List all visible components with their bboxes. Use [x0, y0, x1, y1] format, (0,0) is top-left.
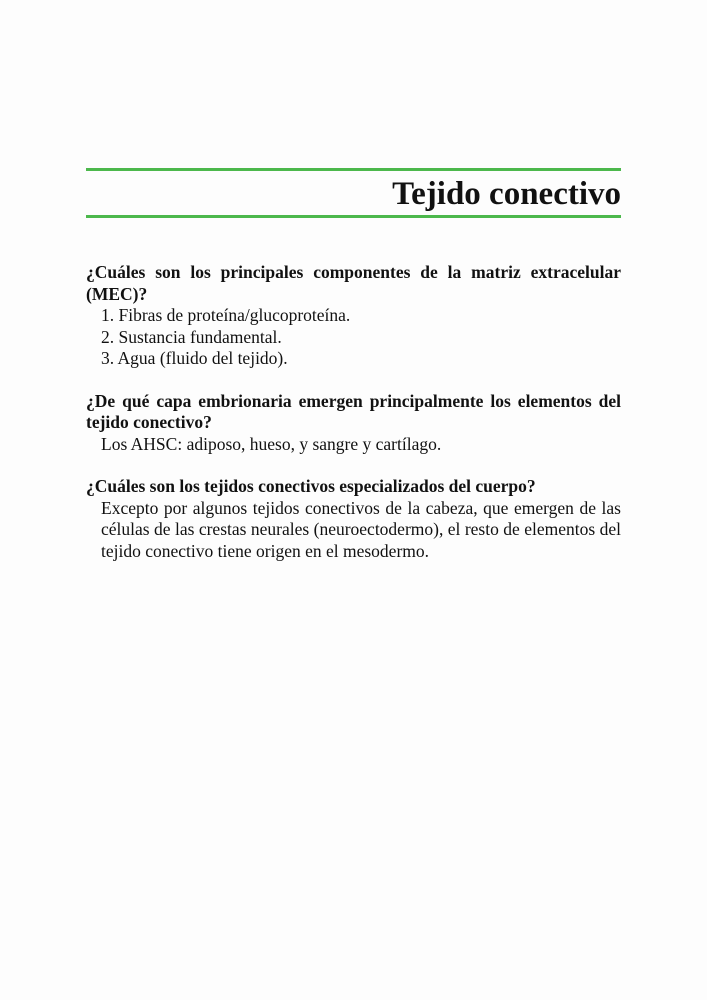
- answer: Los AHSC: adiposo, hueso, y sangre y cartílago.: [101, 433, 442, 454]
- title-rule-top: [86, 168, 621, 171]
- title-rule-bottom: [86, 215, 621, 218]
- question: ¿De qué capa embrionaria emergen principalmente los elementos del tejido conectivo?: [86, 390, 621, 432]
- answer-list-item: 1. Fibras de proteína/glucoproteína.: [101, 305, 351, 325]
- qa-block: [86, 476, 621, 562]
- document-page: [86, 168, 621, 583]
- qa-block: [86, 262, 621, 370]
- answer-list: [86, 305, 621, 370]
- page-title: Tejido conectivo: [392, 176, 621, 212]
- question: ¿Cuáles son los principales componentes de la matriz extracelular (MEC)?: [86, 262, 621, 304]
- answer-list-item: 3. Agua (fluido del tejido).: [101, 348, 288, 368]
- question: ¿Cuáles son los tejidos conectivos especializados del cuerpo?: [86, 476, 536, 496]
- qa-block: [86, 391, 621, 456]
- answer-list-item: 2. Sustancia fundamental.: [101, 326, 282, 347]
- answer: Excepto por algunos tejidos conectivos de la cabeza, que emergen de las células de las crestas neurales (neuroectodermo), el resto de elementos del tejido conectivo tiene origen en el mesodermo.: [101, 497, 621, 561]
- qa-list: [86, 262, 621, 562]
